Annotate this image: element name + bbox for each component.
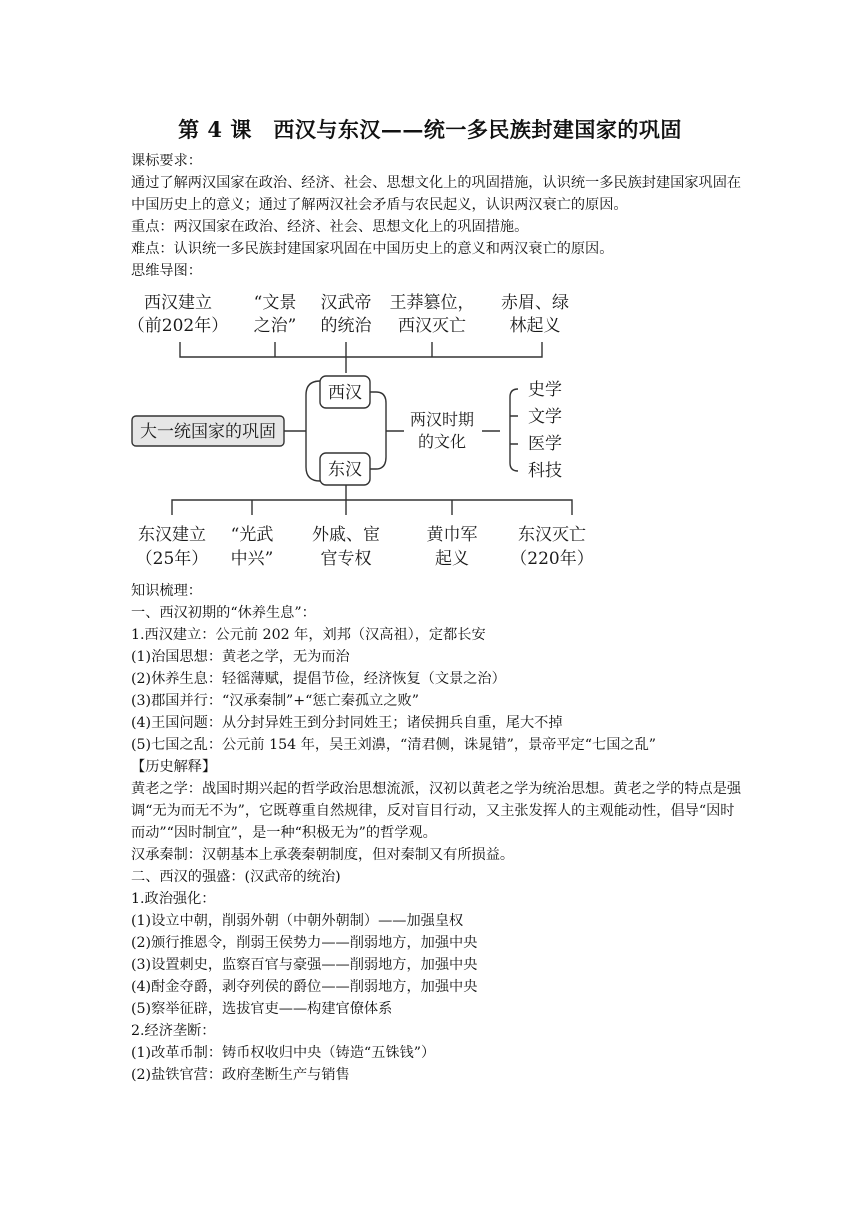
paragraph-line: (4)王国问题：从分封异姓王到分封同姓王；诸侯拥兵自重，尾大不掉 [131,715,563,731]
paragraph-line: (2)颁行推恩令，削弱王侯势力——削弱地方，加强中央 [131,935,478,951]
paragraph-line: (1)设立中朝，削弱外朝（中朝外朝制）——加强皇权 [131,913,464,929]
difficulty: 难点：认识统一多民族封建国家巩固在中国历史上的意义和两汉衰亡的原因。 [131,241,614,257]
mind-map [120,285,600,575]
paragraph-line: (5)察举征辟，选拔官吏——构建官僚体系 [131,1001,393,1017]
paragraph-line: (3)设置刺史，监察百官与豪强——削弱地方，加强中央 [131,957,478,973]
top-bracket [180,342,542,373]
section-heading: 【历史解释】 [131,759,217,775]
paragraph-line: (1)改革币制：铸币权收归中央（铸造“五铢钱”） [131,1045,436,1061]
bottom-bracket [172,485,572,515]
east-event-2-line1: “光武 [230,525,274,545]
standard-text: 通过了解两汉国家在政治、经济、社会、思想文化上的巩固措施，认识统一多民族封建国家巩固在中国历史上的意义；通过了解两汉社会矛盾与农民起义，认识两汉衰亡的原因。 [131,175,742,213]
west-event-1-line1: 西汉建立 [144,293,212,313]
culture-item-literature: 文学 [528,407,562,427]
east-event-3-line2: 官专权 [320,549,372,569]
west-event-3-line2: 的统治 [320,316,372,336]
paragraph-line: 2.经济垄断： [131,1023,216,1039]
standard-label: 课标要求： [131,153,202,169]
east-event-5-line1: 东汉灭亡 [518,525,586,545]
lesson-title: 第 4 课 西汉与东汉——统一多民族封建国家的巩固 [178,117,682,142]
west-event-1-line2: （前202年） [127,316,229,336]
west-event-3-line1: 汉武帝 [320,293,372,313]
east-event-5-line2: （220年） [510,549,594,569]
paragraph-line: 1.政治强化： [131,891,216,907]
culture-item-technology: 科技 [528,461,562,481]
west-event-4-line1: 王莽篡位， [389,293,475,313]
paragraph-line: (2)休养生息：轻徭薄赋，提倡节俭，经济恢复（文景之治） [131,671,506,687]
west-event-2-line1: “文景 [253,293,297,313]
west-han-label: 西汉 [328,383,362,403]
east-event-4-line1: 黄巾军 [426,525,478,545]
center-label: 大一统国家的巩固 [140,422,276,442]
west-event-2-line2: 之治” [253,316,297,336]
west-event-5-line1: 赤眉、绿 [501,293,569,313]
culture-line2: 的文化 [417,432,467,451]
west-event-4-line2: 西汉灭亡 [398,316,466,336]
culture-item-history: 史学 [528,380,562,400]
east-han-label: 东汉 [328,460,362,480]
paragraph-line: (1)治国思想：黄老之学，无为而治 [131,649,350,665]
east-event-4-line2: 起义 [435,549,469,569]
section-heading: 二、西汉的强盛：(汉武帝的统治) [131,869,341,885]
paragraph-line: (5)七国之乱：公元前 154 年，吴王刘濞，“清君侧，诛晁错”，景帝平定“七国之乱” [131,737,657,753]
mindmap-label: 思维导图： [131,263,202,279]
key-point: 重点：两汉国家在政治、经济、社会、思想文化上的巩固措施。 [131,219,529,235]
paragraph-block: 黄老之学：战国时期兴起的哲学政治思想流派，汉初以黄老之学为统治思想。黄老之学的特点是强调“无为而无不为”，它既尊重自然规律，反对盲目行动，又主张发挥人的主观能动性，倡导“因时而动”“因时制宜”，是一种“积极无为”的哲学观。 [131,781,742,841]
culture-item-medicine: 医学 [528,434,562,454]
section-heading: 一、西汉初期的“休养生息”： [131,605,316,621]
paragraph-line: 汉承秦制：汉朝基本上承袭秦朝制度，但对秦制又有所损益。 [131,847,515,863]
paragraph-line: (2)盐铁官营：政府垄断生产与销售 [131,1067,350,1083]
paragraph-line: 1.西汉建立：公元前 202 年，刘邦（汉高祖），定都长安 [131,627,486,643]
west-event-5-line2: 林起义 [509,316,561,336]
culture-line1: 两汉时期 [409,410,475,429]
culture-brace [370,392,404,469]
east-event-1-line1: 东汉建立 [138,525,206,545]
section-heading: 知识梳理： [131,583,202,599]
items-brace [482,389,518,471]
east-event-3-line1: 外戚、宦 [312,525,380,545]
paragraph-line: (3)郡国并行：“汉承秦制”+“惩亡秦孤立之败” [131,693,419,709]
paragraph-line: (4)酎金夺爵，剥夺列侯的爵位——削弱地方，加强中央 [131,979,478,995]
east-event-1-line2: （25年） [135,549,209,569]
east-event-2-line2: 中兴” [230,549,274,569]
main-brace [284,381,320,481]
